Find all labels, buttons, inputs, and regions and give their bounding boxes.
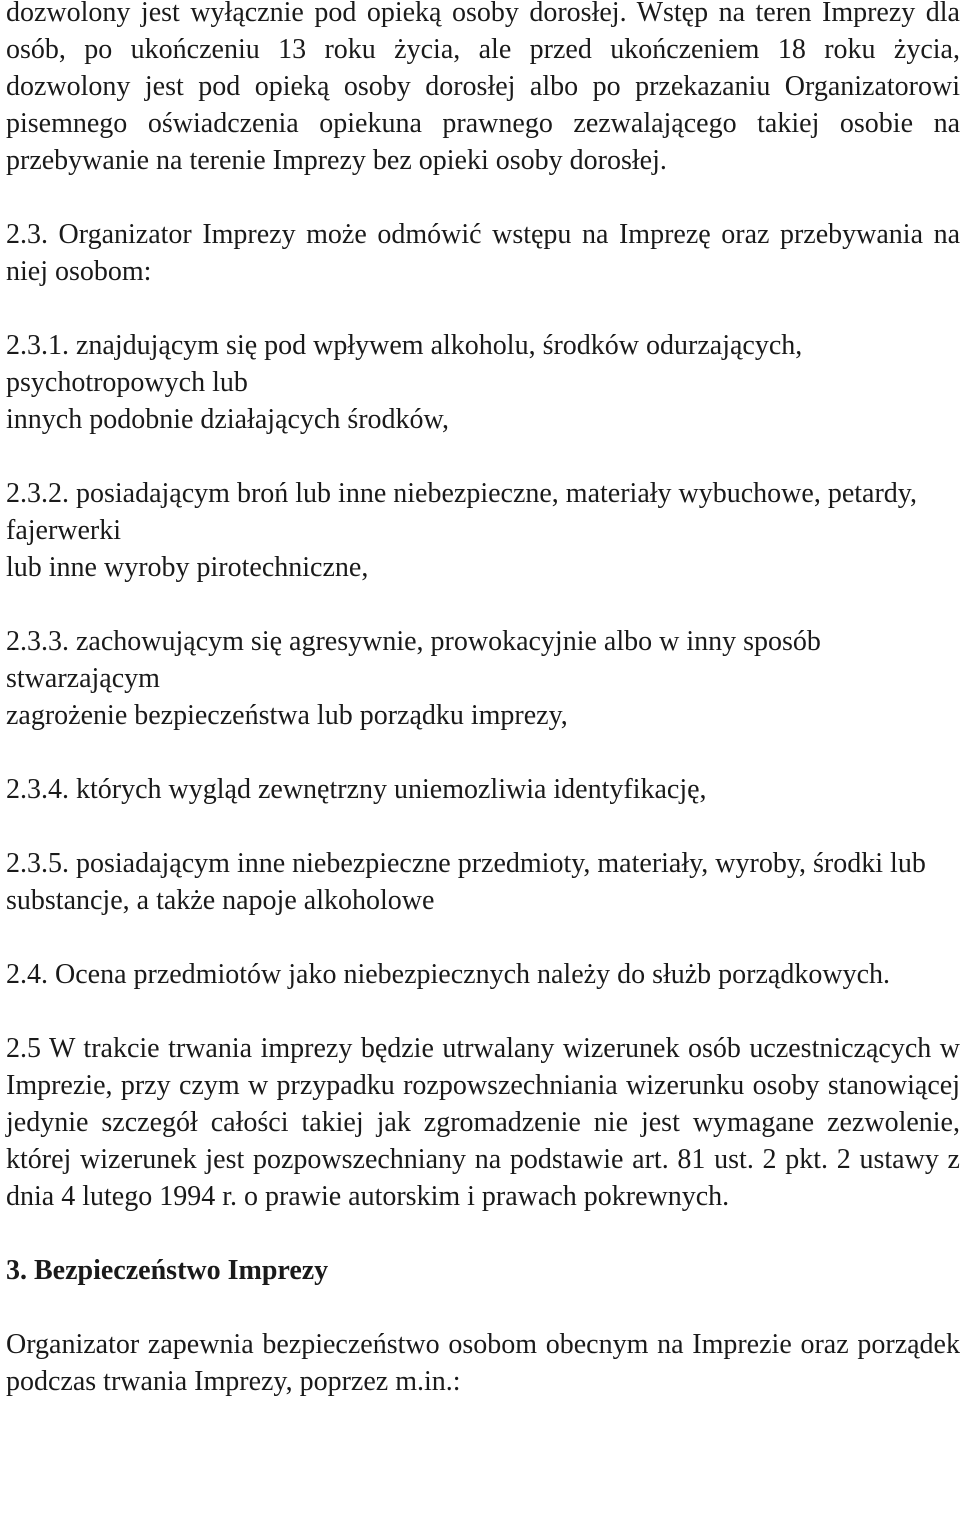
paragraph-2-5: 2.5 W trakcie trwania imprezy będzie utrwalany wizerunek osób uczestniczących w Imprezie, przy czym w przypadku rozpowszechniania wizerunku osoby stanowiącej jedynie szczegół całości takiej jak zgromadzenie nie jest wymagane zezwolenie, której wizerunek jest pozpowszechniany na podstawie art. 81 ust. 2 pkt. 2 ustawy z dnia 4 lutego 1994 r. o prawie autorskim i prawach pokrewnych. [6, 1033, 960, 1212]
section-heading-safety: 3. Bezpieczeństwo Imprezy [6, 1255, 329, 1286]
paragraph-2-3-3-line2: zagrożenie bezpieczeństwa lub porządku imprezy, [6, 700, 568, 731]
paragraph-2-3-1-line1: 2.3.1. znajdującym się pod wpływem alkoholu, środków odurzających, psychotropowych lub [6, 330, 803, 398]
paragraph-2-4: 2.4. Ocena przedmiotów jako niebezpiecznych należy do służb porządkowych. [6, 959, 890, 990]
paragraph-2-3-2-line2: lub inne wyroby pirotechniczne, [6, 552, 369, 583]
paragraph-2-3: 2.3. Organizator Imprezy może odmówić wstępu na Imprezę oraz przebywania na niej osobom: [6, 219, 960, 287]
paragraph-2-3-3 [6, 623, 960, 734]
paragraph-2-3-4: 2.3.4. których wygląd zewnętrzny uniemozliwia identyfikację, [6, 774, 707, 805]
document-page [6, 0, 960, 1400]
paragraph-2-3-5: 2.3.5. posiadającym inne niebezpieczne przedmioty, materiały, wyroby, środki lub substancje, a także napoje alkoholowe [6, 848, 926, 916]
paragraph-2-3-2-line1: 2.3.2. posiadającym broń lub inne niebezpieczne, materiały wybuchowe, petardy, fajerwerki [6, 478, 917, 546]
paragraph-2-3-1 [6, 327, 960, 438]
paragraph-age-access: dozwolony jest wyłącznie pod opieką osoby dorosłej. Wstęp na teren Imprezy dla osób, po ukończeniu 13 roku życia, ale przed ukończeniem 18 roku życia, dozwolony jest pod opieką osoby dorosłej albo po przekazaniu Organizatorowi pisemnego oświadczenia opiekuna prawnego zezwalającego takiej osobie na przebywanie na terenie Imprezy bez opieki osoby dorosłej. [6, 0, 960, 176]
paragraph-2-3-3-line1: 2.3.3. zachowującym się agresywnie, prowokacyjnie albo w inny sposób stwarzającym [6, 626, 821, 694]
paragraph-2-3-1-line2: innych podobnie działających środków, [6, 404, 449, 435]
paragraph-safety-intro: Organizator zapewnia bezpieczeństwo osobom obecnym na Imprezie oraz porządek podczas trwania Imprezy, poprzez m.in.: [6, 1329, 960, 1397]
paragraph-2-3-2 [6, 475, 960, 586]
